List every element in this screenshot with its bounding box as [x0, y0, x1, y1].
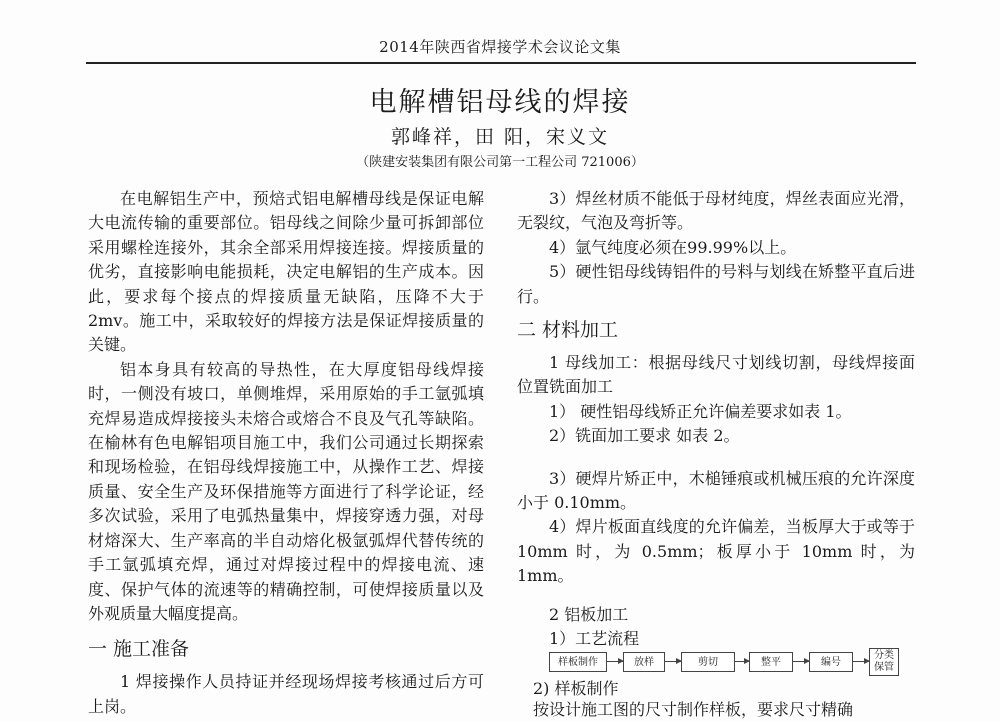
flow-step: 分类保管: [869, 648, 899, 676]
paper-title: 电解槽铝母线的焊接: [369, 87, 631, 118]
flow-step: 样板制作: [549, 652, 607, 672]
subsection-heading: 2) 样板制作: [533, 679, 619, 698]
section-heading: 一 施工准备: [88, 638, 190, 661]
body-paragraph: 3）硬焊片矫正中，木槌锤痕或机械压痕的允许深度小于 0.10mm。: [517, 468, 915, 513]
flow-arrow: [793, 661, 809, 662]
body-paragraph: 1 焊接操作人员持证并经现场焊接考核通过后方可上岗。: [88, 672, 484, 716]
flow-step: 放样: [623, 652, 665, 672]
flow-arrow: [607, 661, 623, 662]
flow-step: 整平: [749, 652, 793, 672]
section-heading: 二 材料加工: [517, 319, 619, 342]
body-paragraph: 按设计施工图的尺寸制作样板，要求尺寸精确: [533, 700, 854, 719]
flow-step: 编号: [809, 652, 853, 672]
body-paragraph: 5）硬性铝母线铸铝件的号料与划线在矫整平直后进行。: [517, 262, 915, 306]
affiliation: （陕建安装集团有限公司第一工程公司 721006）: [356, 155, 644, 170]
body-paragraph: 1） 硬性铝母线矫正允许偏差要求如表 1。: [549, 401, 852, 421]
header-rule: [86, 62, 916, 64]
body-paragraph: 4）焊片板面直线度的允许偏差，当板厚大于或等于 10mm 时，为 0.5mm；板厚小于 10mm 时，为 1mm。: [517, 517, 915, 586]
process-flowchart: [549, 648, 901, 676]
body-paragraph: 3）焊丝材质不能低于母材纯度，焊丝表面应光滑，无裂纹，气泡及弯折等。: [517, 189, 915, 233]
body-paragraph: 4）氩气纯度必须在99.99%以上。: [549, 237, 797, 257]
journal-header: 2014年陕西省焊接学术会议论文集: [379, 38, 621, 56]
flow-step: 剪切: [681, 652, 735, 672]
body-paragraph: 在电解铝生产中，预焙式铝电解槽母线是保证电解大电流传输的重要部位。铝母线之间除少量可拆卸部位采用螺栓连接外，其余全部采用焊接连接。焊接质量的优劣，直接影响电能损耗，决定电解铝的生产成本。因此，要求每个接点的焊接质量无缺陷，压降不大于2mv。施工中，采取较好的焊接方法是保证焊接质量的关键。: [88, 189, 484, 355]
body-paragraph: 铝本身具有较高的导热性，在大厚度铝母线焊接时，一侧没有坡口，单侧堆焊，采用原始的手工氩弧填充焊易造成焊接接头未熔合或熔合不良及气孔等缺陷。在榆林有色电解铝项目施工中，我们公司通过长期探索和现场检验，在铝母线焊接施工中，从操作工艺、焊接质量、安全生产及环保措施等方面进行了科学论证，经多次试验，采用了电弧热量集中，焊接穿透力强，对母材熔深大、生产率高的半自动熔化极氩弧焊代替传统的手工氩弧填充焊，通过对焊接过程中的焊接电流、速度、保护气体的流速等的精确控制，可使焊接质量以及外观质量大幅度提高。: [88, 359, 484, 623]
authors: 郭峰祥，田 阳，宋义文: [390, 126, 610, 148]
body-paragraph: 1）工艺流程: [549, 629, 640, 649]
flow-arrow: [665, 661, 681, 662]
cut-off-line: [533, 698, 915, 719]
subsection-heading: 2 铝板加工: [549, 604, 629, 624]
right-column: [517, 187, 915, 652]
flow-arrow: [853, 661, 869, 662]
body-paragraph: 2）铣面加工要求 如表 2。: [549, 426, 740, 446]
left-column: [88, 187, 484, 719]
body-paragraph: 1 母线加工：根据母线尺寸划线切割，母线焊接面位置铣面加工: [517, 353, 915, 397]
flow-arrow: [735, 661, 749, 662]
